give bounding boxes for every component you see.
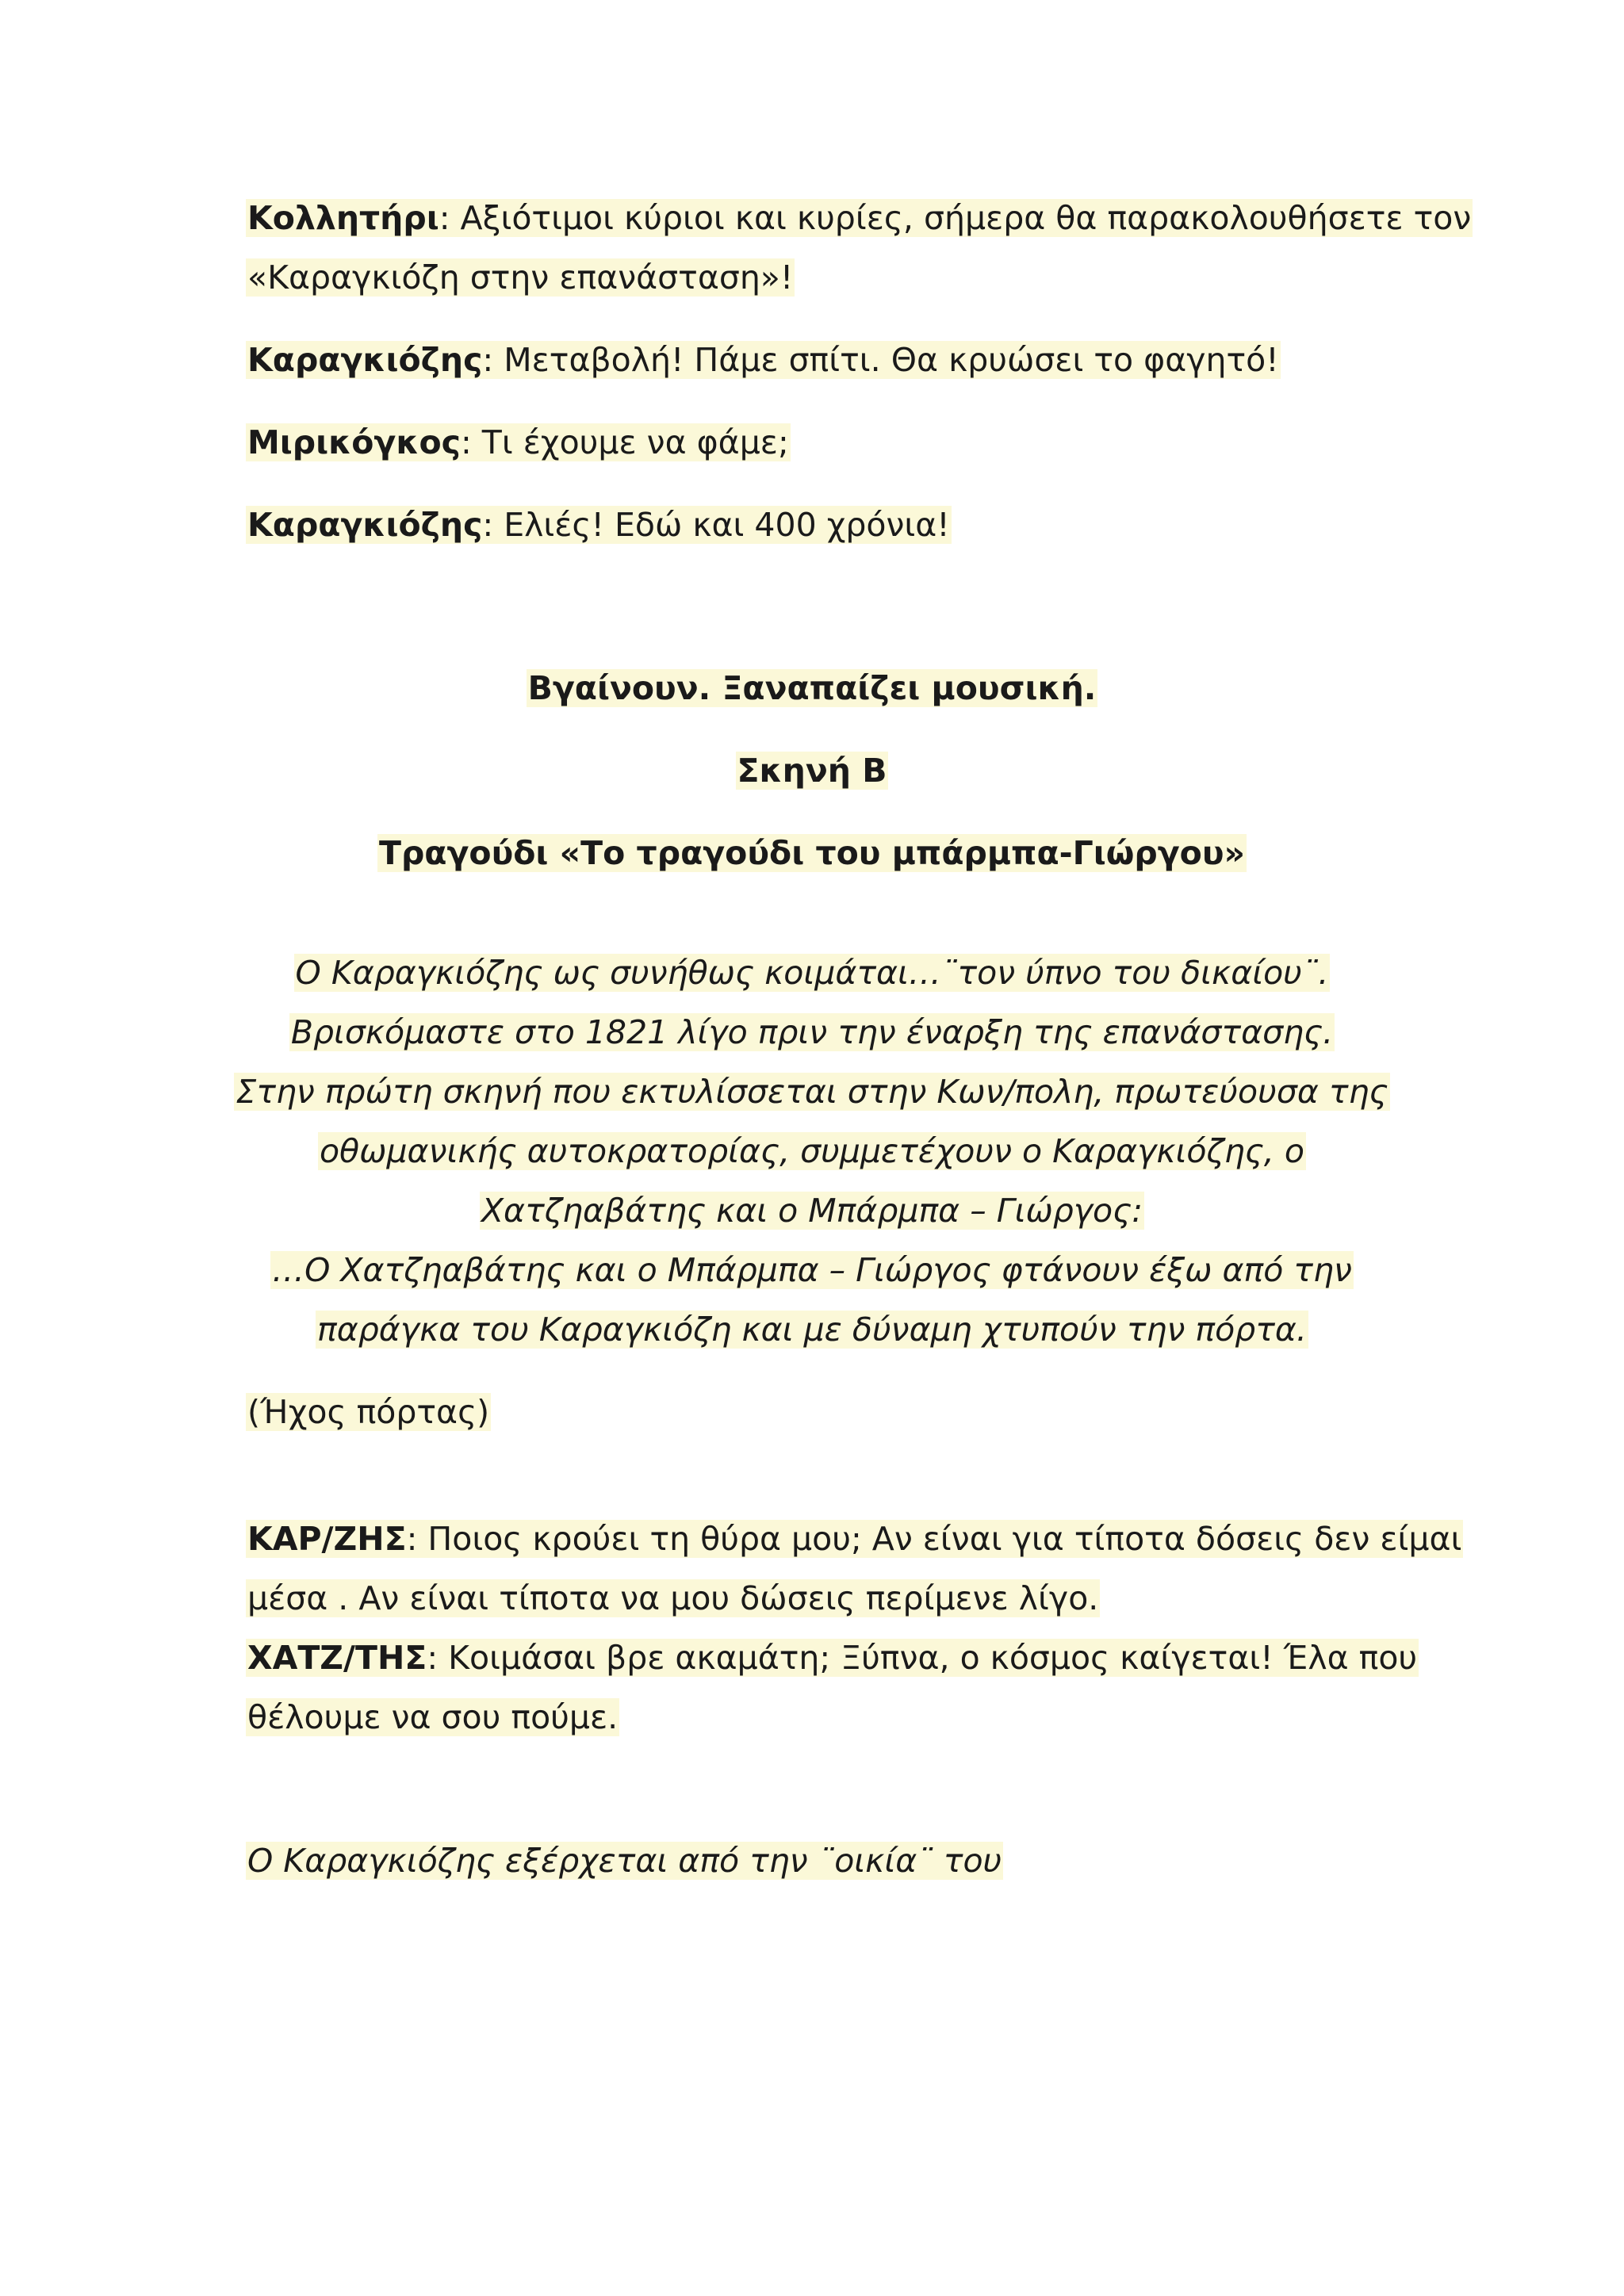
dialogue-line [246,1628,1419,1687]
sound-cue: (Ήχος πόρτας) [247,1393,490,1431]
speaker-name: ΧΑΤΖ/ΤΗΣ [247,1639,427,1677]
narration-line: …Ο Χατζηαβάτης και ο Μπάρμπα – Γιώργος φτάνουν έξω από την [272,1251,1352,1289]
dialogue-text: θέλουμε να σου πούμε. [247,1698,619,1736]
dialogue-line [246,496,952,554]
dialogue-line [246,413,791,472]
dialogue-text: «Καραγκιόζη στην επανάσταση»! [247,258,794,297]
dialogue-line [246,331,1281,389]
narration-line: παράγκα του Καραγκιόζη και με δύναμη χτυπούν την πόρτα. [317,1311,1307,1349]
dialogue-text: : Κοιμάσαι βρε ακαμάτη; Ξύπνα, ο κόσμος καίγεται! Έλα που [427,1639,1418,1677]
narration-line: Βρισκόμαστε στο 1821 λίγο πριν την έναρξη της επανάστασης. [290,1013,1334,1051]
narration-line: Χατζηαβάτης και ο Μπάρμπα – Γιώργος: [481,1192,1143,1230]
dialogue-line [246,189,1473,247]
dialogue-line-continued [246,1688,619,1747]
narration-line: Ο Καραγκιόζης ως συνήθως κοιμάται…¨τον ύπνο του δικαίου¨. [295,954,1329,992]
speaker-name: Μιρικόγκος [247,423,461,461]
song-title: Τραγούδι «Το τραγούδι του μπάρμπα-Γιώργου» [378,834,1245,872]
narration-line: οθωμανικής αυτοκρατορίας, συμμετέχουν ο Καραγκιόζης, ο [319,1132,1305,1170]
dialogue-text: μέσα . Αν είναι τίποτα να μου δώσεις περίμενε λίγο. [247,1579,1099,1617]
dialogue-line-continued [246,248,795,307]
dialogue-text: : Αξιότιμοι κύριοι και κυρίες, σήμερα θα παρακολουθήσετε τον [439,199,1472,237]
dialogue-text: : Ποιος κρούει τη θύρα μου; Αν είναι για τίποτα δόσεις δεν είμαι [406,1520,1462,1558]
narration-line: Στην πρώτη σκηνή που εκτυλίσσεται στην Κων/πολη, πρωτεύουσα της [236,1073,1388,1111]
speaker-name: Κολλητήρι [247,199,439,237]
closing-direction: Ο Καραγκιόζης εξέρχεται από την ¨οικία¨ του [247,1842,1002,1880]
speaker-name: Καραγκιόζης [247,341,483,379]
speaker-name: Καραγκιόζης [247,506,483,544]
stage-direction: Βγαίνουν. Ξαναπαίζει μουσική. [527,669,1097,707]
speaker-name: ΚΑΡ/ΖΗΣ [247,1520,407,1558]
dialogue-text: : Ελιές! Εδώ και 400 χρόνια! [482,506,950,544]
dialogue-text: : Τι έχουμε να φάμε; [460,423,789,461]
scene-title: Σκηνή Β [737,752,887,790]
dialogue-line [246,1510,1463,1568]
dialogue-line-continued [246,1569,1100,1628]
dialogue-text: : Μεταβολή! Πάμε σπίτι. Θα κρυώσει το φαγητό! [482,341,1279,379]
